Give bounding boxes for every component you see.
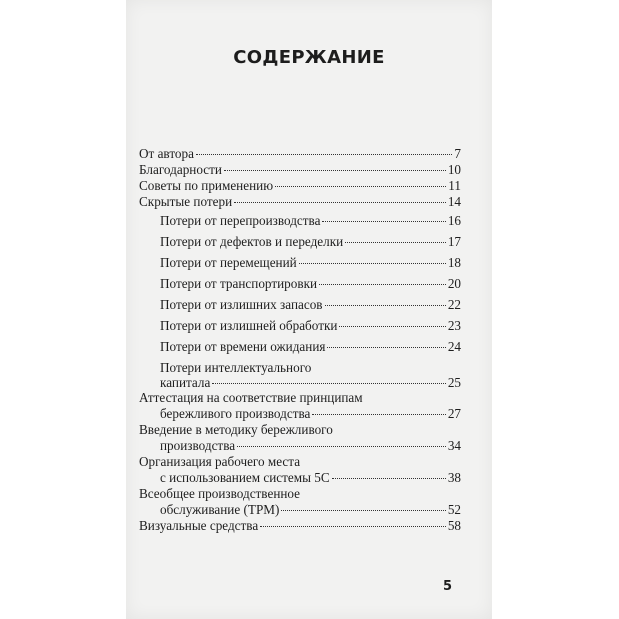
toc-entry (139, 178, 461, 194)
page-number: 5 (442, 579, 452, 594)
toc-entry-title: Советы по применению (139, 178, 274, 193)
book-page (126, 0, 492, 619)
toc-entry-title: Потери от излишней обработки (160, 318, 338, 333)
leader-dots (312, 414, 445, 415)
toc-entry-page: 58 (447, 518, 461, 533)
leader-dots (196, 154, 452, 155)
leader-dots (322, 221, 445, 222)
toc-entry-title-line2: капитала (160, 375, 211, 390)
toc-entry (139, 454, 461, 486)
toc-entry-page: 16 (447, 213, 461, 228)
leader-dots (339, 326, 445, 327)
toc-entry-page: 38 (447, 470, 461, 485)
toc-entry-page: 20 (447, 276, 461, 291)
toc-entry-title: Потери от перемещений (160, 255, 297, 270)
toc-entry-title-line1: Введение в методику бережливого (139, 422, 333, 437)
toc-entry-title-line2: обслуживание (TPM) (160, 502, 280, 517)
toc-entry-page: 52 (447, 502, 461, 517)
toc-entry-page: 34 (447, 438, 461, 453)
toc-entry-page: 11 (448, 178, 461, 193)
leader-dots (260, 526, 446, 527)
toc-entry-title: Потери от перепроизводства (160, 213, 321, 228)
toc-entry-title: От автора (139, 146, 194, 161)
toc-entry-title-line2: бережливого производства (160, 406, 311, 421)
toc-entry-page: 17 (447, 234, 461, 249)
toc-entry-title: Благодарности (139, 162, 222, 177)
table-of-contents (139, 146, 461, 534)
leader-dots (325, 305, 446, 306)
page-title: СОДЕРЖАНИЕ (233, 47, 385, 68)
toc-entry (139, 162, 461, 178)
toc-entry-page: 27 (447, 406, 461, 421)
toc-subentry (139, 231, 461, 252)
leader-dots (234, 202, 446, 203)
toc-entry (139, 486, 461, 518)
leader-dots (327, 347, 445, 348)
leader-dots (345, 242, 446, 243)
toc-subentry (139, 273, 461, 294)
leader-dots (281, 510, 445, 511)
toc-entry-page: 22 (447, 297, 461, 312)
leader-dots (332, 478, 446, 479)
toc-entry-page: 18 (447, 255, 461, 270)
leader-dots (212, 383, 445, 384)
toc-entry-title-line1: Потери интеллектуального (160, 360, 312, 375)
toc-entry (139, 518, 461, 534)
toc-entry-title: Визуальные средства (139, 518, 259, 533)
toc-subentry (139, 315, 461, 336)
toc-subentry (139, 357, 461, 390)
toc-entry-page: 7 (454, 146, 461, 161)
toc-subentry (139, 294, 461, 315)
leader-dots (275, 186, 446, 187)
toc-entry (139, 390, 461, 422)
toc-entry-title-line1: Аттестация на соответствие принципам (139, 390, 363, 405)
toc-entry (139, 146, 461, 162)
leader-dots (224, 170, 446, 171)
toc-entry-title-line1: Всеобщее производственное (139, 486, 301, 501)
toc-subentry (139, 210, 461, 231)
leader-dots (299, 263, 446, 264)
toc-entry (139, 422, 461, 454)
toc-entry-page: 10 (447, 162, 461, 177)
toc-entry-title-line1: Организация рабочего места (139, 454, 301, 469)
toc-entry-title-line2: производства (160, 438, 236, 453)
toc-entry-title: Скрытые потери (139, 194, 233, 209)
toc-entry-page: 25 (447, 375, 461, 390)
toc-entry-title: Потери от дефектов и переделки (160, 234, 344, 249)
toc-entry-page: 23 (447, 318, 461, 333)
toc-entry-title: Потери от времени ожидания (160, 339, 326, 354)
toc-entry (139, 194, 461, 210)
toc-entry-title: Потери от транспортировки (160, 276, 318, 291)
toc-subentry (139, 336, 461, 357)
toc-entry-title-line2: с использованием системы 5С (160, 470, 330, 485)
toc-entry-title: Потери от излишних запасов (160, 297, 323, 312)
leader-dots (319, 284, 446, 285)
toc-subentry (139, 252, 461, 273)
leader-dots (237, 446, 446, 447)
toc-entry-page: 14 (447, 194, 461, 209)
toc-entry-page: 24 (447, 339, 461, 354)
